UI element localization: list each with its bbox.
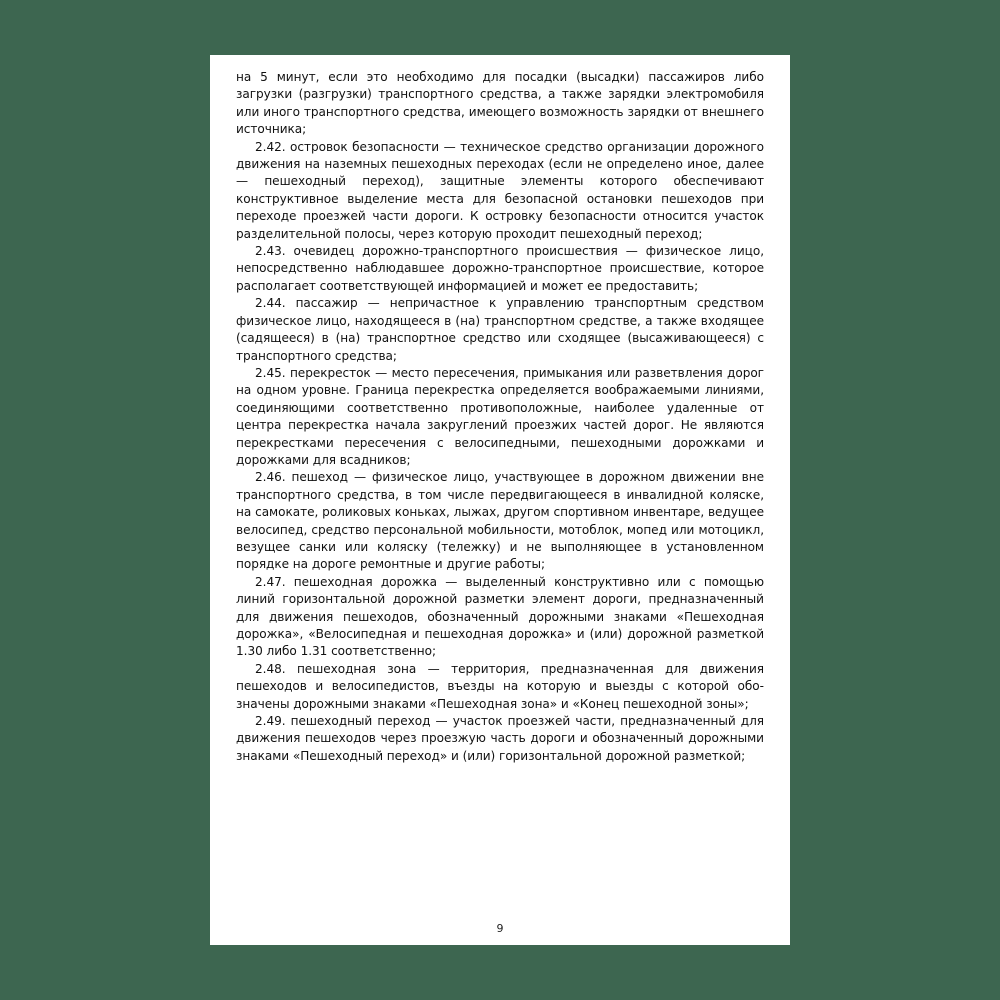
paragraph: 2.44. пассажир — непричастное к управлению транспортным средством физическое лицо, находящееся в (на) транспортном средстве, а также входящее (садящееся) в (на) транспортное средство или сходящее (высаживающееся) с транспортного средства; (236, 296, 764, 363)
paragraph: 2.45. перекресток — место пересечения, примыкания или разветвления дорог на одном уровне. Граница перекрестка определяется воображаемыми линиями, соединяющими соответственно противоположные, наиболее удаленные от центра перекрестка начала закруглений проезжих частей дорог. Не являются перекрестками пересечения с велосипедными, пешеходными дорожками и дорожками для всадников; (236, 365, 764, 467)
paragraph: 2.48. пешеходная зона — территория, предназначенная для движения пешеходов и велосипедистов, въезды на которую и выезды с которой обозначены дорожными знаками «Пешеходная зона» и «Конец пешеходной зоны»; (236, 661, 764, 711)
paragraph: 2.46. пешеход — физическое лицо, участвующее в дорожном движении вне транспортного средства, в том числе передвигающееся в инвалидной коляске, на самокате, роликовых коньках, лыжах, другом спортивном инвентаре, ведущее велосипед, средство персональной мобильности, мотоблок, мопед или мотоцикл, везущее санки или коляску (тележку) и не выполняющее в установленном порядке на дороге ремонтные и другие работы; (236, 470, 764, 572)
paragraph: 2.47. пешеходная дорожка — выделенный конструктивно или с помощью линий горизонтальной дорожной разметки элемент дороги, предназначенный для движения пешеходов, обозначенный дорожными знаками «Пешеходная дорожка», «Велосипедная и пешеходная дорожка» и (или) дорожной разметкой 1.30 либо 1.31 соответственно; (236, 574, 764, 659)
paragraph: 2.43. очевидец дорожно-транспортного происшествия — физическое лицо, непосредственно наблюдавшее дорожно-транспортное происшествие, которое располагает соответствующей информацией и может ее предоставить; (236, 244, 764, 293)
page-number: 9 (496, 922, 504, 935)
paragraph: 2.42. островок безопасности — техническое средство организации дорожного движения на наземных пешеходных переходах (если не определено иное, далее — пешеходный переход), защитные элементы которого обеспечивают конструктивное выделение места для безопасной остановки пешеходов при переходе проезжей части дороги. К островку безопасности относится участок разделительной полосы, через которую проходит пешеходный переход; (236, 139, 764, 241)
document-page (210, 55, 790, 945)
paragraph: 2.49. пешеходный переход — участок проезжей части, предназначенный для движения пешеходов через проезжую часть дороги и обозначенный дорожными знаками «Пешеходный переход» и (или) горизонтальной дорожной разметкой; (236, 714, 764, 763)
page-text-body (236, 69, 764, 913)
paragraph: на 5 минут, если это необходимо для посадки (высадки) пассажиров либо загрузки (разгрузки) транспортного средства, а также зарядки электромобиля или иного транспортного средства, имеющего возможность зарядки от внешнего источника; (236, 70, 764, 137)
